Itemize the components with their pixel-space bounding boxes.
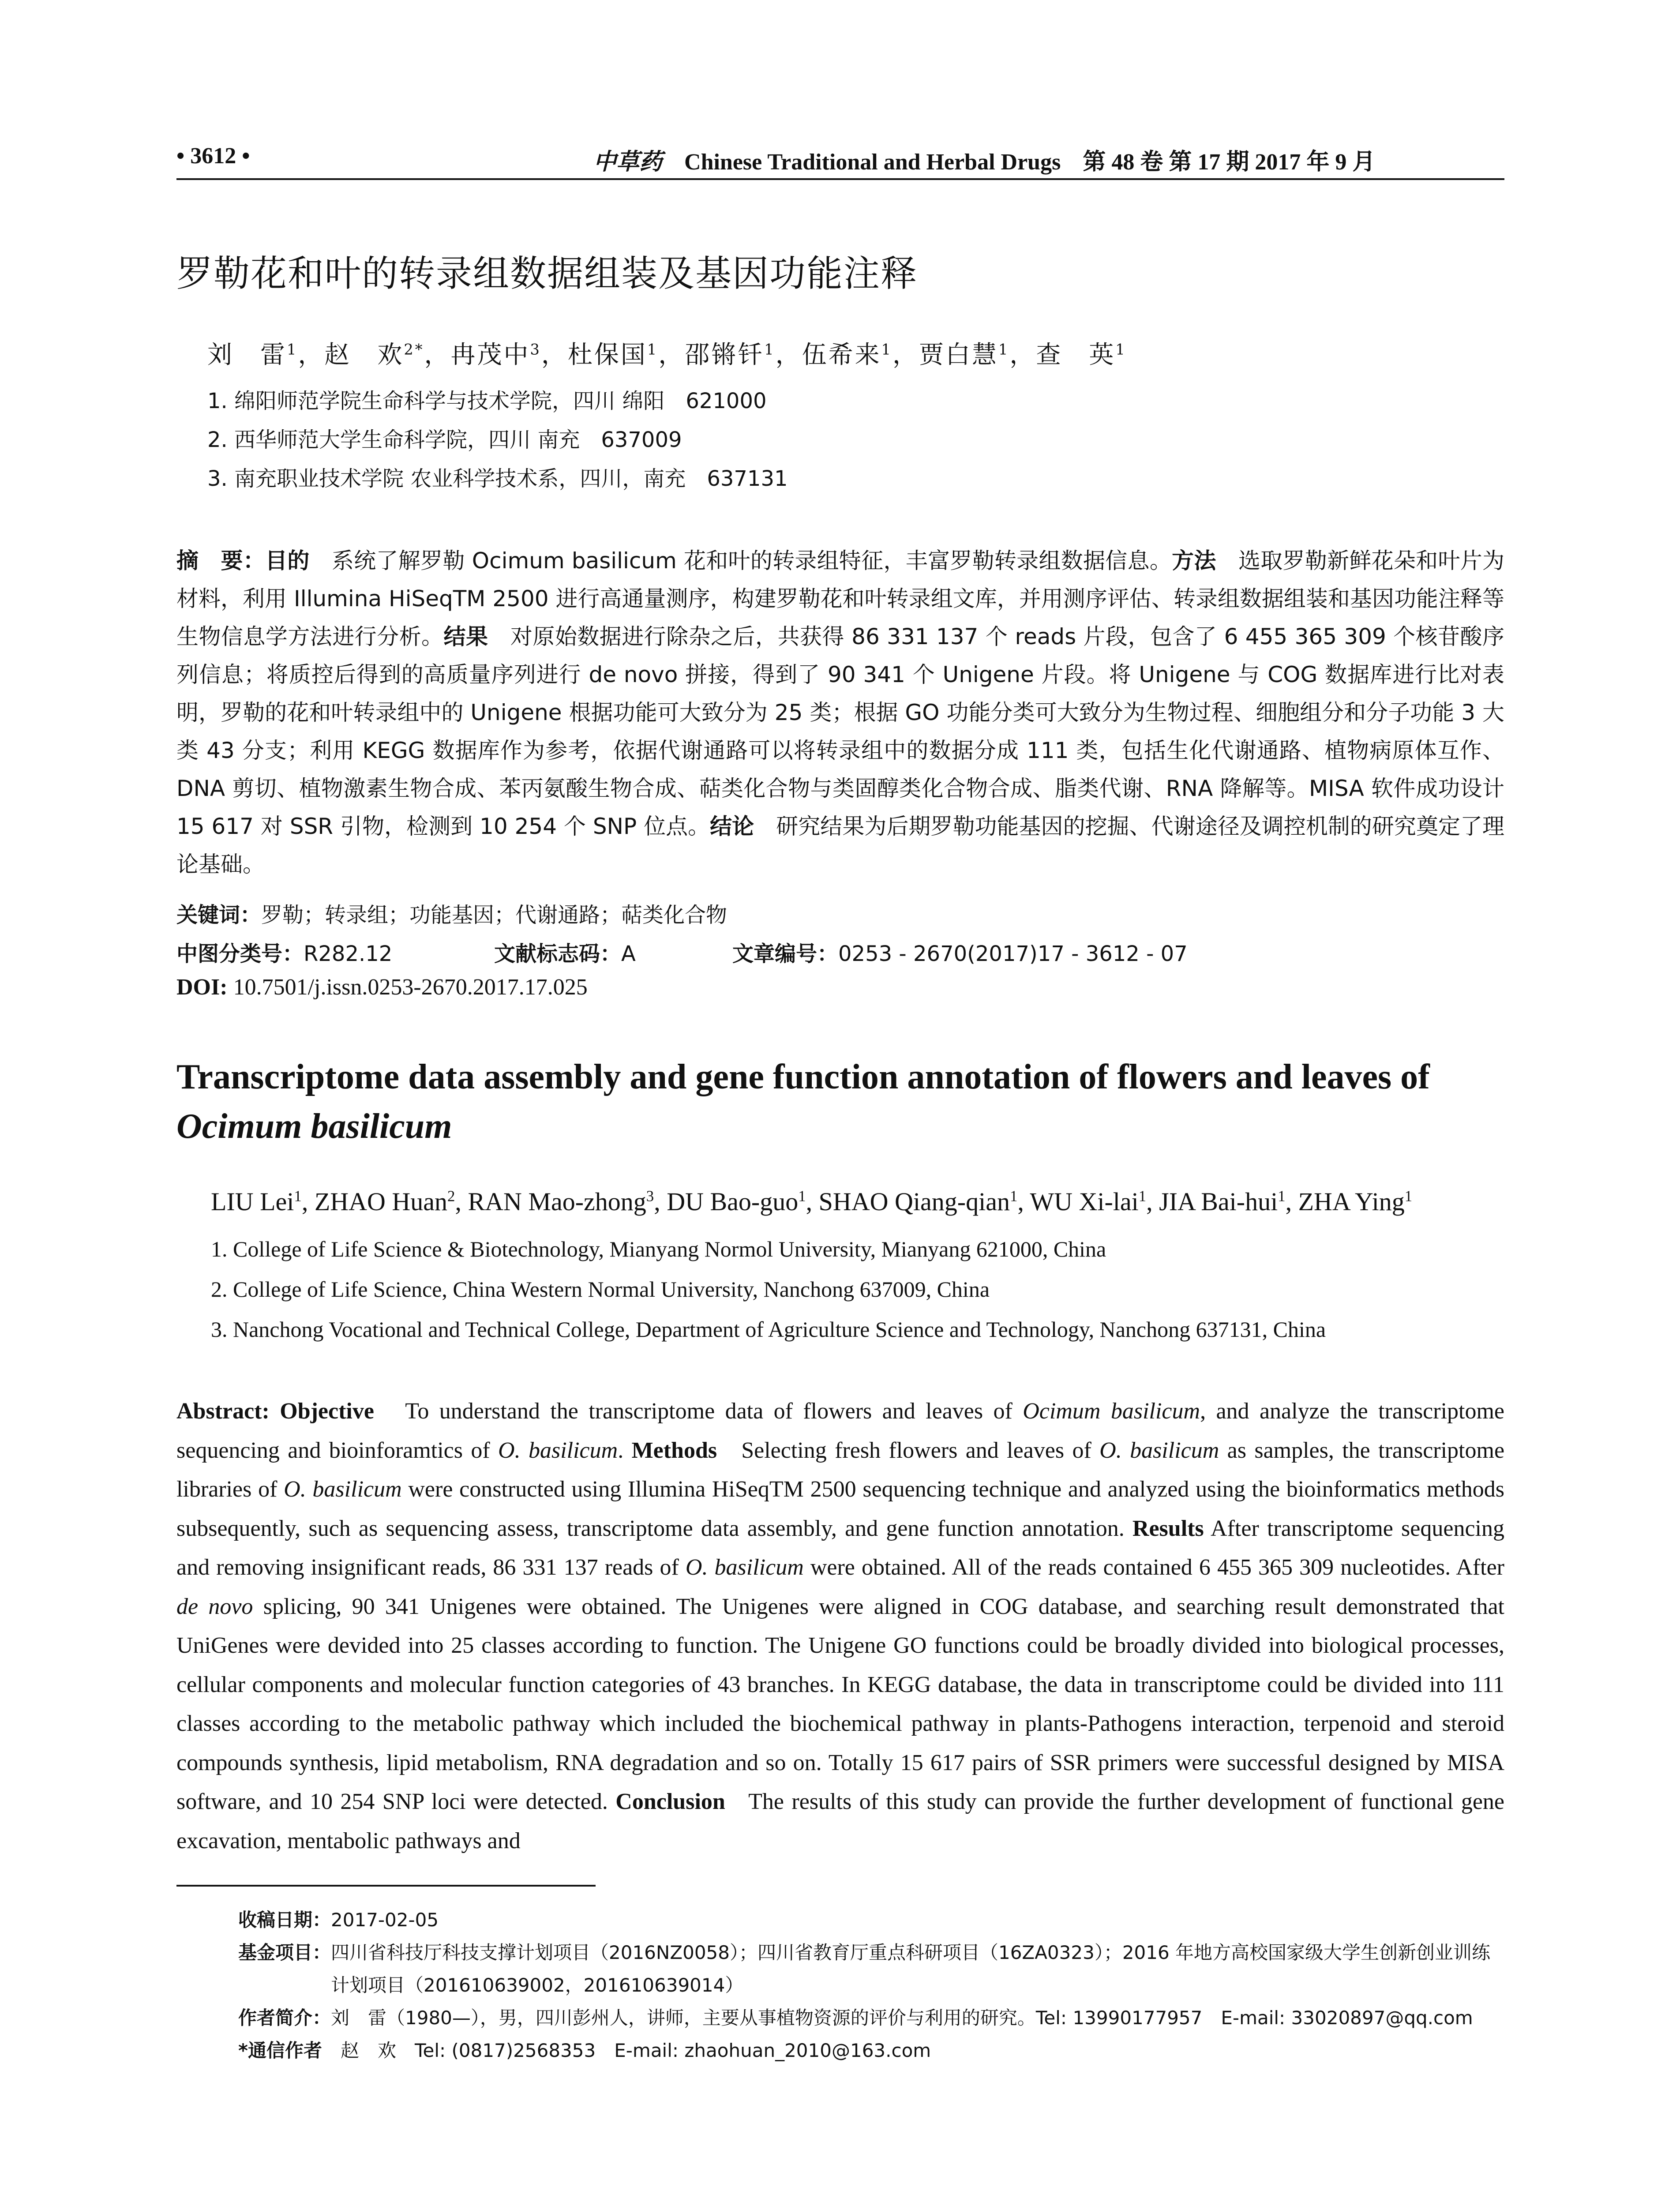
abstract-label: Abstract: bbox=[176, 1399, 270, 1424]
objective-label: Objective bbox=[280, 1399, 374, 1424]
journal-name-en: Chinese Traditional and Herbal Drugs bbox=[684, 150, 1061, 175]
chinese-author-list bbox=[207, 335, 1127, 371]
author-separator: , bbox=[1285, 1187, 1298, 1216]
author-name: 查 英 bbox=[1036, 341, 1116, 369]
author-name: 贾白慧 bbox=[919, 341, 999, 369]
author-separator: , bbox=[806, 1187, 819, 1216]
author-name: DU Bao-guo bbox=[667, 1187, 799, 1216]
results-label: 结果 bbox=[443, 624, 488, 649]
footnote-text: 2017-02-05 bbox=[331, 1909, 439, 1931]
doc-code-label: 文献标志码： bbox=[494, 942, 622, 966]
species-name: O. basilicum bbox=[685, 1555, 804, 1580]
author-affiliation-mark: 3 bbox=[646, 1187, 654, 1205]
methods-text: Selecting fresh flowers and leaves of bbox=[741, 1437, 1100, 1463]
author-separator: , bbox=[1017, 1187, 1030, 1216]
author-affiliation-mark: 1 bbox=[998, 341, 1010, 358]
doc-code-value: A bbox=[621, 942, 636, 966]
author-name: 杜保国 bbox=[567, 341, 647, 369]
chinese-title: 罗勒花和叶的转录组数据组装及基因功能注释 bbox=[176, 253, 918, 295]
author-affiliation-mark: 1 bbox=[1115, 341, 1127, 358]
english-affiliation: 2. College of Life Science, China Western Normal University, Nanchong 637009, China bbox=[211, 1277, 990, 1302]
classification-line bbox=[176, 937, 1188, 967]
footnote-text: 赵 欢 Tel: (0817)2568353 E-mail: zhaohuan_2010@163.com bbox=[322, 2040, 931, 2061]
footnote-label: 收稿日期： bbox=[238, 1909, 331, 1931]
author-affiliation-mark: 1 bbox=[1138, 1187, 1147, 1205]
objective-label: 目的 bbox=[265, 548, 310, 574]
footnotes bbox=[238, 1904, 1504, 2067]
journal-issue: 第 48 卷 第 17 期 2017 年 9 月 bbox=[1083, 150, 1376, 175]
objective-text: . bbox=[618, 1437, 624, 1463]
author-name: ZHA Ying bbox=[1298, 1187, 1405, 1216]
author-name: 伍希来 bbox=[802, 341, 881, 369]
author-name: 刘 雷 bbox=[207, 341, 287, 369]
species-name: O. basilicum bbox=[284, 1477, 402, 1502]
clc-label: 中图分类号： bbox=[176, 942, 304, 966]
footnote-label: 基金项目： bbox=[238, 1942, 331, 1963]
de-novo-term: de novo bbox=[176, 1594, 253, 1619]
author-name: ZHAO Huan bbox=[314, 1187, 448, 1216]
chinese-abstract bbox=[176, 542, 1504, 883]
author-name: LIU Lei bbox=[211, 1187, 294, 1216]
results-text: splicing, 90 341 Unigenes were obtained. The Unigenes were aligned in COG database, and searching result demonstrated that UniGenes were devided into 25 classes according to function. The Unigene GO functions could be broadly divided into biological processes, cellular components and molecular function categories of 43 branches. In KEGG database, the data in transcriptome could be divided into 111 classes according to the metabolic pathway which included the biochemical pathway in plants-Pathogens interaction, terpenoid and steroid compounds synthesis, lipid metabolism, RNA degradation and so on. Totally 15 617 pairs of SSR primers were successful designed by MISA software, and 10 254 SNP loci were detected. bbox=[176, 1594, 1504, 1814]
footnote-funding bbox=[238, 1936, 1504, 2002]
english-title bbox=[176, 1052, 1504, 1151]
author-affiliation-mark: 1 bbox=[287, 341, 298, 358]
methods-label: Methods bbox=[631, 1437, 717, 1463]
doi-line bbox=[176, 974, 588, 1000]
author-affiliation-mark: 3 bbox=[530, 341, 541, 358]
author-affiliation-mark: 1 bbox=[294, 1187, 302, 1205]
author-affiliation-mark: 1 bbox=[1404, 1187, 1413, 1205]
chinese-affiliation: 1. 绵阳师范学院生命科学与技术学院，四川 绵阳 621000 bbox=[207, 389, 767, 413]
methods-text: as samples, the transcriptome libraries of bbox=[176, 1437, 1505, 1502]
objective-text: 系统了解罗勒 Ocimum basilicum 花和叶的转录组特征，丰富罗勒转录组数据信息。 bbox=[331, 548, 1172, 574]
author-separator: ， bbox=[892, 341, 919, 369]
author-separator: , bbox=[1146, 1187, 1159, 1216]
author-name: JIA Bai-hui bbox=[1159, 1187, 1278, 1216]
results-text: 对原始数据进行除杂之后，共获得 86 331 137 个 reads 片段，包含了 6 455 365 309 个核苷酸序列信息；将质控后得到的高质量序列进行 de novo 拼接，得到了 90 341 个 Unigene 片段。将 Unigene 与 COG 数据库进行比对表明，罗勒的花和叶转录组中的 Unigene 根据功能可大致分为 25 类；根据 GO 功能分类可大致分为生物过程、细胞组分和分子功能 3 大类 43 分支；利用 KEGG 数据库作为参考，依据代谢通路可以将转录组中的数据分成 111 类，包括生化代谢通路、植物病原体互作、DNA 剪切、植物激素生物合成、苯丙氨酸生物合成、萜类化合物与类固醇类化合物合成、脂类代谢、RNA 降解等。MISA 软件成功设计 15 617 对 SSR 引物，检测到 10 254 个 SNP 位点。 bbox=[176, 624, 1505, 839]
running-header bbox=[176, 140, 1504, 180]
objective-text: To understand the transcriptome data of flowers and leaves of bbox=[405, 1399, 1023, 1424]
author-name: 邵锵钎 bbox=[685, 341, 765, 369]
article-no-value: 0253 - 2670(2017)17 - 3612 - 07 bbox=[838, 942, 1188, 966]
doi-value: 10.7501/j.issn.0253-2670.2017.17.025 bbox=[233, 975, 588, 1000]
author-name: SHAO Qiang-qian bbox=[818, 1187, 1010, 1216]
author-separator: ， bbox=[424, 341, 451, 369]
species-name: Ocimum basilicum bbox=[1023, 1399, 1200, 1424]
footnote-received bbox=[238, 1904, 1504, 1936]
journal-name bbox=[593, 143, 1375, 176]
english-author-list bbox=[211, 1187, 1412, 1216]
chinese-affiliation: 2. 西华师范大学生命科学院，四川 南充 637009 bbox=[207, 428, 682, 452]
author-affiliation-mark: 2 bbox=[447, 1187, 455, 1205]
page-number: • 3612 • bbox=[176, 143, 250, 169]
author-name: 冉茂中 bbox=[450, 341, 530, 369]
species-name: O. basilicum bbox=[1099, 1437, 1219, 1463]
author-separator: , bbox=[654, 1187, 667, 1216]
methods-text: 选取罗勒新鲜花朵和叶片为材料，利用 Illumina HiSeqTM 2500 进行高通量测序，构建罗勒花和叶转录组文库，并用测序评估、转录组数据组装和基因功能注释等生物信息学方法进行分析。 bbox=[176, 548, 1505, 649]
conclusion-text: The results of this study can provide the further development of functional gene excavation, mentabolic pathways and bbox=[176, 1789, 1505, 1853]
author-affiliation-mark: 2* bbox=[404, 341, 424, 358]
keywords-text: 罗勒；转录组；功能基因；代谢通路；萜类化合物 bbox=[261, 903, 728, 927]
footnote-corresponding-author bbox=[238, 2034, 1504, 2067]
author-separator: , bbox=[455, 1187, 468, 1216]
footnote-author-bio bbox=[238, 2002, 1504, 2034]
english-affiliation: 1. College of Life Science & Biotechnology, Mianyang Normol University, Mianyang 621000, China bbox=[211, 1237, 1106, 1261]
author-separator: ， bbox=[298, 341, 325, 369]
chinese-affiliation: 3. 南充职业技术学院 农业科学技术系，四川，南充 637131 bbox=[207, 466, 788, 491]
footnote-label: 作者简介： bbox=[238, 2007, 331, 2029]
english-abstract bbox=[176, 1392, 1504, 1861]
species-name: O. basilicum bbox=[498, 1437, 618, 1463]
author-affiliation-mark: 1 bbox=[647, 341, 659, 358]
author-name: RAN Mao-zhong bbox=[468, 1187, 646, 1216]
author-affiliation-mark: 1 bbox=[1009, 1187, 1018, 1205]
english-title-text: Transcriptome data assembly and gene function annotation of flowers and leaves of bbox=[176, 1058, 1430, 1096]
journal-name-cn: 中草药 bbox=[593, 150, 663, 175]
doi-label: DOI: bbox=[176, 975, 228, 1000]
author-affiliation-mark: 1 bbox=[881, 341, 893, 358]
keywords bbox=[176, 898, 727, 928]
clc-value: R282.12 bbox=[304, 942, 393, 966]
conclusion-text: 研究结果为后期罗勒功能基因的挖掘、代谢途径及调控机制的研究奠定了理论基础。 bbox=[176, 814, 1505, 877]
abstract-label: 摘 要： bbox=[176, 548, 266, 574]
author-separator: ， bbox=[775, 341, 802, 369]
objective-text: , and analyze the transcriptome sequencing and bioinforamtics of bbox=[176, 1399, 1504, 1463]
methods-label: 方法 bbox=[1172, 548, 1216, 574]
author-separator: , bbox=[301, 1187, 315, 1216]
english-affiliation: 3. Nanchong Vocational and Technical College, Department of Agriculture Science and Technology, Nanchong 637131, China bbox=[211, 1317, 1326, 1342]
author-name: 赵 欢 bbox=[324, 341, 404, 369]
author-affiliation-mark: 1 bbox=[1278, 1187, 1286, 1205]
footnote-label: *通信作者 bbox=[238, 2040, 322, 2061]
conclusion-label: 结论 bbox=[710, 814, 754, 839]
author-affiliation-mark: 1 bbox=[764, 341, 776, 358]
results-label: Results bbox=[1132, 1516, 1204, 1541]
article-no-label: 文章编号： bbox=[732, 942, 839, 966]
conclusion-label: Conclusion bbox=[615, 1789, 725, 1814]
author-affiliation-mark: 1 bbox=[798, 1187, 806, 1205]
author-name: WU Xi-lai bbox=[1030, 1187, 1139, 1216]
footnote-text: 四川省科技厅科技支撑计划项目（2016NZ0058）；四川省教育厅重点科研项目（16ZA0323）；2016 年地方高校国家级大学生创新创业训练计划项目（201610639002，201610639014） bbox=[331, 1942, 1491, 1996]
methods-text: were constructed using Illumina HiSeqTM 2500 sequencing technique and analyzed using the bioinformatics methods subsequently, such as sequencing assess, transcriptome data assembly, and gene function annotation. bbox=[176, 1477, 1505, 1541]
english-title-species: Ocimum basilicum bbox=[176, 1107, 452, 1146]
results-text: After transcriptome sequencing and removing insignificant reads, 86 331 137 reads of bbox=[176, 1516, 1504, 1580]
footnote-text: 刘 雷（1980—），男，四川彭州人，讲师，主要从事植物资源的评价与利用的研究。Tel: 13990177957 E-mail: 33020897@qq.com bbox=[331, 2007, 1473, 2029]
results-text: were obtained. All of the reads contained 6 455 365 309 nucleotides. After bbox=[803, 1555, 1504, 1580]
author-separator: ， bbox=[658, 341, 685, 369]
keywords-label: 关键词： bbox=[176, 903, 262, 927]
author-separator: ， bbox=[1009, 341, 1036, 369]
author-separator: ， bbox=[541, 341, 568, 369]
footnote-divider bbox=[176, 1885, 596, 1887]
